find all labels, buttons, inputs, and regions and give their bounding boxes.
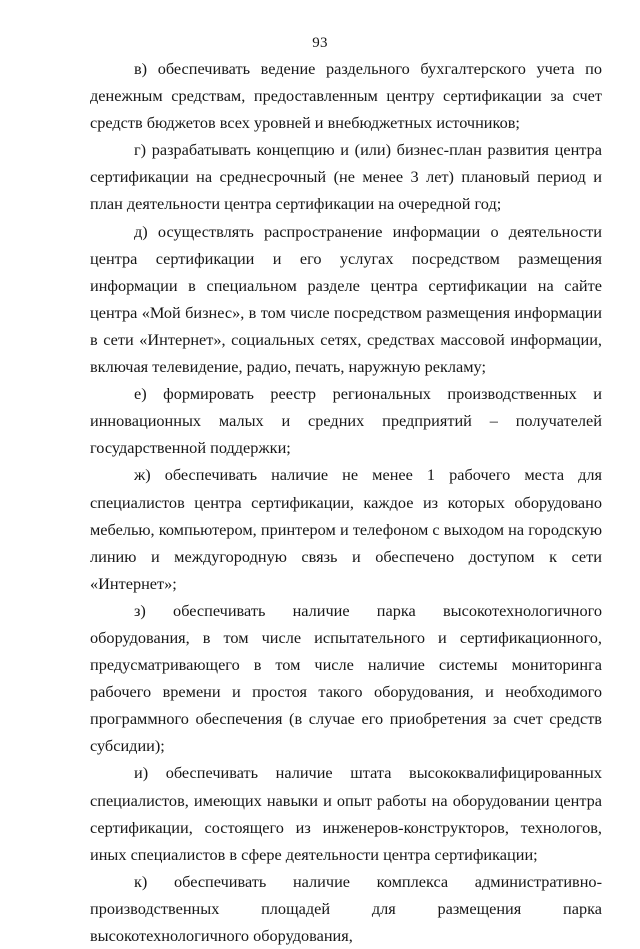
paragraph-v: в) обеспечивать ведение раздельного бухгалтерского учета по денежным средствам, предоставленным центру сертификации за счет средств бюджетов всех уровней и внебюджетных источников; [90,59,602,133]
paragraph-z: з) обеспечивать наличие парка высокотехнологичного оборудования, в том числе испытательного и сертификационного, предусматривающего в том числе наличие системы мониторинга рабочего времени и простоя такого оборудования, и необходимого программного обеспечения (в случае его приобретения за счет средств субсидии); [90,600,602,756]
paragraph-d: д) осуществлять распространение информации о деятельности центра сертификации и его услугах посредством размещения информации в специальном разделе центра сертификации на сайте центра «Мой бизнес», в том числе посредством размещения информации в сети «Интернет», социальных сетях, средствах массовой информации, включая телевидение, радио, печать, наружную рекламу; [90,221,602,377]
paragraph-g: г) разрабатывать концепцию и (или) бизнес-план развития центра сертификации на среднесрочный (не менее 3 лет) плановый период и план деятельности центра сертификации на очередной год; [90,140,602,214]
paragraph-k: к) обеспечивать наличие комплекса административно-производственных площадей для размещения парка высокотехнологичного оборудования, [90,871,602,945]
paragraph-zh: ж) обеспечивать наличие не менее 1 рабочего места для специалистов центра сертификации, каждое из которых оборудовано мебелью, компьютером, принтером и телефоном с выходом на городскую линию и междугородную связь и обеспечено доступом к сети «Интернет»; [90,465,602,593]
paragraph-e: е) формировать реестр региональных производственных и инновационных малых и средних предприятий – получателей государственной поддержки; [90,384,602,458]
document-body [90,55,602,949]
page-number: 93 [312,35,328,51]
paragraph-i: и) обеспечивать наличие штата высококвалифицированных специалистов, имеющих навыки и опыт работы на оборудовании центра сертификации, состоящего из инженеров-конструкторов, технологов, иных специалистов в сфере деятельности центра сертификации; [90,763,602,864]
